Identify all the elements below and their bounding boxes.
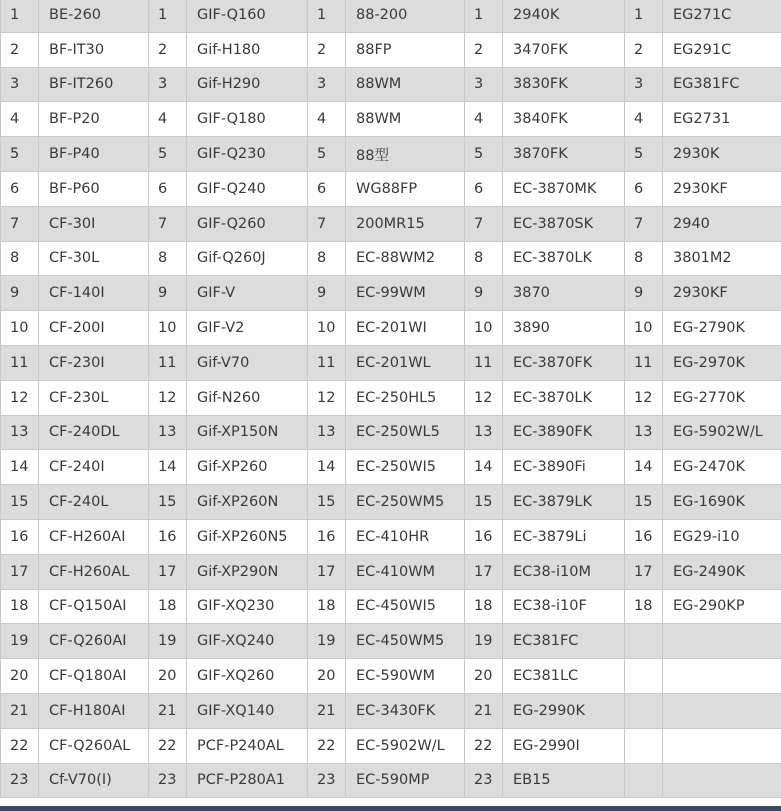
row-number-cell: 16	[465, 519, 503, 554]
row-number-cell: 12	[625, 380, 663, 415]
model-cell: CF-H260AL	[39, 554, 149, 589]
row-number-cell: 18	[149, 589, 187, 624]
model-cell: Gif-N260	[187, 380, 308, 415]
model-cell: 2930KF	[663, 171, 781, 206]
table-row	[1, 0, 781, 32]
row-number-cell: 1	[149, 0, 187, 32]
model-cell: GIF-XQ140	[187, 693, 308, 728]
model-cell: GIF-Q160	[187, 0, 308, 32]
row-number-cell: 5	[308, 137, 346, 172]
row-number-cell: 21	[308, 693, 346, 728]
table-row	[1, 276, 781, 311]
model-cell: EG381FC	[663, 67, 781, 102]
row-number-cell: 14	[149, 450, 187, 485]
model-cell: PCF-P280A1	[187, 763, 308, 798]
model-cell: EC-250WL5	[346, 415, 465, 450]
row-number-cell: 4	[308, 102, 346, 137]
row-number-cell: 13	[1, 415, 39, 450]
model-cell: EG271C	[663, 0, 781, 32]
model-cell: 3470FK	[503, 32, 625, 67]
row-number-cell: 13	[625, 415, 663, 450]
table-row	[1, 728, 781, 763]
row-number-cell	[625, 659, 663, 694]
model-cell: Gif-XP260N	[187, 485, 308, 520]
model-cell: Cf-V70(I)	[39, 763, 149, 798]
model-cell: CF-200I	[39, 311, 149, 346]
model-cell: Gif-XP260	[187, 450, 308, 485]
row-number-cell: 23	[1, 763, 39, 798]
model-cell: EG2731	[663, 102, 781, 137]
model-cell: CF-30I	[39, 206, 149, 241]
row-number-cell: 3	[149, 67, 187, 102]
row-number-cell: 18	[1, 589, 39, 624]
model-cell: CF-240L	[39, 485, 149, 520]
row-number-cell: 16	[625, 519, 663, 554]
row-number-cell: 11	[308, 345, 346, 380]
row-number-cell: 9	[1, 276, 39, 311]
table-row	[1, 241, 781, 276]
model-cell: EC-201WL	[346, 345, 465, 380]
row-number-cell: 4	[465, 102, 503, 137]
table-row	[1, 102, 781, 137]
table-row	[1, 659, 781, 694]
row-number-cell: 19	[1, 624, 39, 659]
row-number-cell: 17	[1, 554, 39, 589]
row-number-cell: 3	[308, 67, 346, 102]
table-row	[1, 763, 781, 798]
model-cell: EC381FC	[503, 624, 625, 659]
model-cell: CF-H180AI	[39, 693, 149, 728]
row-number-cell: 8	[465, 241, 503, 276]
row-number-cell: 11	[1, 345, 39, 380]
row-number-cell: 6	[308, 171, 346, 206]
row-number-cell: 19	[149, 624, 187, 659]
model-cell: EC-3890FK	[503, 415, 625, 450]
model-cell: GIF-Q180	[187, 102, 308, 137]
model-cell: CF-H260AI	[39, 519, 149, 554]
model-cell: EC-410WM	[346, 554, 465, 589]
model-cell: CF-240DL	[39, 415, 149, 450]
row-number-cell: 8	[149, 241, 187, 276]
model-cell: GIF-XQ240	[187, 624, 308, 659]
model-cell: EC-450WI5	[346, 589, 465, 624]
row-number-cell: 17	[625, 554, 663, 589]
model-cell: EC-250HL5	[346, 380, 465, 415]
model-cell: EG-2990K	[503, 693, 625, 728]
model-cell: CF-Q260AL	[39, 728, 149, 763]
row-number-cell: 4	[149, 102, 187, 137]
model-cell: 88FP	[346, 32, 465, 67]
model-cell: 2940	[663, 206, 781, 241]
row-number-cell	[625, 728, 663, 763]
row-number-cell: 3	[465, 67, 503, 102]
row-number-cell: 10	[625, 311, 663, 346]
row-number-cell: 9	[625, 276, 663, 311]
row-number-cell: 9	[149, 276, 187, 311]
table-row	[1, 450, 781, 485]
model-cell: EC-3890Fi	[503, 450, 625, 485]
model-cell: EC-3870SK	[503, 206, 625, 241]
model-cell: 88WM	[346, 67, 465, 102]
model-cell: CF-Q260AI	[39, 624, 149, 659]
row-number-cell: 19	[465, 624, 503, 659]
row-number-cell: 14	[625, 450, 663, 485]
row-number-cell: 11	[149, 345, 187, 380]
model-cell: BF-P20	[39, 102, 149, 137]
row-number-cell: 9	[308, 276, 346, 311]
row-number-cell: 14	[1, 450, 39, 485]
row-number-cell: 15	[625, 485, 663, 520]
table-row	[1, 693, 781, 728]
model-cell: CF-230L	[39, 380, 149, 415]
row-number-cell: 23	[308, 763, 346, 798]
table-row	[1, 67, 781, 102]
row-number-cell: 18	[465, 589, 503, 624]
row-number-cell: 4	[1, 102, 39, 137]
table-row	[1, 311, 781, 346]
model-cell: EC-88WM2	[346, 241, 465, 276]
row-number-cell: 6	[1, 171, 39, 206]
row-number-cell: 4	[625, 102, 663, 137]
model-cell: EG-2770K	[663, 380, 781, 415]
model-cell: 3870	[503, 276, 625, 311]
row-number-cell: 15	[465, 485, 503, 520]
model-cell: EC-3870FK	[503, 345, 625, 380]
row-number-cell: 7	[465, 206, 503, 241]
model-cell: Gif-XP290N	[187, 554, 308, 589]
model-cell	[663, 693, 781, 728]
row-number-cell: 3	[625, 67, 663, 102]
model-cell: EG-2470K	[663, 450, 781, 485]
model-cell: CF-230I	[39, 345, 149, 380]
row-number-cell: 23	[465, 763, 503, 798]
row-number-cell: 1	[308, 0, 346, 32]
row-number-cell: 10	[465, 311, 503, 346]
row-number-cell: 16	[1, 519, 39, 554]
model-cell: 3830FK	[503, 67, 625, 102]
model-cell: EC-590WM	[346, 659, 465, 694]
model-cell: BE-260	[39, 0, 149, 32]
model-cell: EC-3879LK	[503, 485, 625, 520]
row-number-cell: 8	[308, 241, 346, 276]
model-cell: CF-30L	[39, 241, 149, 276]
row-number-cell: 14	[308, 450, 346, 485]
table-row	[1, 171, 781, 206]
model-cell: EG291C	[663, 32, 781, 67]
row-number-cell: 15	[308, 485, 346, 520]
model-cell: EC381LC	[503, 659, 625, 694]
model-cell	[663, 728, 781, 763]
row-number-cell: 20	[1, 659, 39, 694]
model-cell: Gif-H180	[187, 32, 308, 67]
model-cell: 3870FK	[503, 137, 625, 172]
row-number-cell: 17	[149, 554, 187, 589]
row-number-cell: 21	[149, 693, 187, 728]
table-row	[1, 519, 781, 554]
model-cell: BF-IT260	[39, 67, 149, 102]
row-number-cell: 5	[625, 137, 663, 172]
table-row	[1, 589, 781, 624]
model-cell: 88型	[346, 137, 465, 172]
row-number-cell: 7	[308, 206, 346, 241]
table-row	[1, 380, 781, 415]
model-cell: Gif-Q260J	[187, 241, 308, 276]
model-cell: EC-3870LK	[503, 241, 625, 276]
table-row	[1, 206, 781, 241]
model-cell: EC-3870LK	[503, 380, 625, 415]
model-cell	[663, 659, 781, 694]
row-number-cell: 10	[149, 311, 187, 346]
row-number-cell: 22	[1, 728, 39, 763]
model-cell: EC-450WM5	[346, 624, 465, 659]
table-body	[1, 0, 781, 798]
model-cell: 200MR15	[346, 206, 465, 241]
row-number-cell: 2	[625, 32, 663, 67]
model-cell: 3890	[503, 311, 625, 346]
model-cell: GIF-Q230	[187, 137, 308, 172]
model-cell: EG-2790K	[663, 311, 781, 346]
model-cell: GIF-XQ260	[187, 659, 308, 694]
row-number-cell: 10	[1, 311, 39, 346]
row-number-cell: 13	[149, 415, 187, 450]
row-number-cell: 23	[149, 763, 187, 798]
model-cell: 2930KF	[663, 276, 781, 311]
model-cell: Gif-XP150N	[187, 415, 308, 450]
row-number-cell: 5	[149, 137, 187, 172]
row-number-cell: 16	[149, 519, 187, 554]
model-cell: GIF-V	[187, 276, 308, 311]
row-number-cell: 5	[465, 137, 503, 172]
row-number-cell: 12	[149, 380, 187, 415]
table-row	[1, 485, 781, 520]
row-number-cell: 21	[1, 693, 39, 728]
row-number-cell: 16	[308, 519, 346, 554]
model-cell: CF-240I	[39, 450, 149, 485]
model-cell: GIF-XQ230	[187, 589, 308, 624]
model-cell: EG-2490K	[663, 554, 781, 589]
model-cell: BF-P40	[39, 137, 149, 172]
table-row	[1, 415, 781, 450]
row-number-cell: 10	[308, 311, 346, 346]
model-cell: EC-201WI	[346, 311, 465, 346]
table-row	[1, 137, 781, 172]
row-number-cell: 12	[308, 380, 346, 415]
model-cell: EC38-i10F	[503, 589, 625, 624]
row-number-cell: 20	[149, 659, 187, 694]
model-cell: CF-Q180AI	[39, 659, 149, 694]
model-cell: EB15	[503, 763, 625, 798]
row-number-cell: 21	[465, 693, 503, 728]
table-row	[1, 624, 781, 659]
model-cell: GIF-Q260	[187, 206, 308, 241]
model-cell: EC-99WM	[346, 276, 465, 311]
row-number-cell: 6	[149, 171, 187, 206]
row-number-cell: 9	[465, 276, 503, 311]
row-number-cell: 15	[149, 485, 187, 520]
row-number-cell: 8	[1, 241, 39, 276]
model-cell: 2940K	[503, 0, 625, 32]
model-cell: GIF-Q240	[187, 171, 308, 206]
table-row	[1, 32, 781, 67]
model-cell: 2930K	[663, 137, 781, 172]
row-number-cell: 2	[149, 32, 187, 67]
row-number-cell: 3	[1, 67, 39, 102]
row-number-cell	[625, 763, 663, 798]
model-cell: EC-250WM5	[346, 485, 465, 520]
row-number-cell: 19	[308, 624, 346, 659]
row-number-cell: 1	[1, 0, 39, 32]
model-cell: BF-IT30	[39, 32, 149, 67]
model-cell: EC-250WI5	[346, 450, 465, 485]
row-number-cell: 18	[308, 589, 346, 624]
model-cell: 88-200	[346, 0, 465, 32]
row-number-cell: 7	[149, 206, 187, 241]
row-number-cell: 15	[1, 485, 39, 520]
row-number-cell: 17	[465, 554, 503, 589]
model-cell: PCF-P240AL	[187, 728, 308, 763]
model-cell: EG29-i10	[663, 519, 781, 554]
model-cell: EC-5902W/L	[346, 728, 465, 763]
model-cell: EC-3879Li	[503, 519, 625, 554]
model-cell: EC-3870MK	[503, 171, 625, 206]
model-cell	[663, 763, 781, 798]
model-cell: EG-2990I	[503, 728, 625, 763]
row-number-cell: 6	[465, 171, 503, 206]
row-number-cell: 2	[308, 32, 346, 67]
row-number-cell	[625, 693, 663, 728]
row-number-cell: 14	[465, 450, 503, 485]
row-number-cell: 12	[465, 380, 503, 415]
model-cell: CF-Q150AI	[39, 589, 149, 624]
model-cell: EG-290KP	[663, 589, 781, 624]
row-number-cell: 22	[308, 728, 346, 763]
model-cell: Gif-XP260N5	[187, 519, 308, 554]
model-cell: EC-590MP	[346, 763, 465, 798]
row-number-cell	[625, 624, 663, 659]
row-number-cell: 7	[625, 206, 663, 241]
model-cell: EC38-i10M	[503, 554, 625, 589]
model-cell: 3840FK	[503, 102, 625, 137]
model-cell: BF-P60	[39, 171, 149, 206]
row-number-cell: 17	[308, 554, 346, 589]
model-cell: 88WM	[346, 102, 465, 137]
row-number-cell: 1	[625, 0, 663, 32]
model-cell: EG-1690K	[663, 485, 781, 520]
model-cell: WG88FP	[346, 171, 465, 206]
row-number-cell: 8	[625, 241, 663, 276]
bottom-bar	[0, 806, 781, 811]
model-cell: EG-2970K	[663, 345, 781, 380]
row-number-cell: 1	[465, 0, 503, 32]
model-cell: Gif-V70	[187, 345, 308, 380]
table-row	[1, 554, 781, 589]
row-number-cell: 22	[465, 728, 503, 763]
row-number-cell: 5	[1, 137, 39, 172]
row-number-cell: 11	[465, 345, 503, 380]
row-number-cell: 2	[1, 32, 39, 67]
table-row	[1, 345, 781, 380]
row-number-cell: 22	[149, 728, 187, 763]
model-cell: Gif-H290	[187, 67, 308, 102]
model-cell	[663, 624, 781, 659]
row-number-cell: 20	[308, 659, 346, 694]
row-number-cell: 2	[465, 32, 503, 67]
model-cell: EC-410HR	[346, 519, 465, 554]
row-number-cell: 12	[1, 380, 39, 415]
row-number-cell: 13	[465, 415, 503, 450]
row-number-cell: 18	[625, 589, 663, 624]
row-number-cell: 6	[625, 171, 663, 206]
model-cell: CF-140I	[39, 276, 149, 311]
row-number-cell: 11	[625, 345, 663, 380]
model-cell: EC-3430FK	[346, 693, 465, 728]
model-cell: 3801M2	[663, 241, 781, 276]
model-cell: EG-5902W/L	[663, 415, 781, 450]
row-number-cell: 13	[308, 415, 346, 450]
row-number-cell: 20	[465, 659, 503, 694]
row-number-cell: 7	[1, 206, 39, 241]
model-cell: GIF-V2	[187, 311, 308, 346]
